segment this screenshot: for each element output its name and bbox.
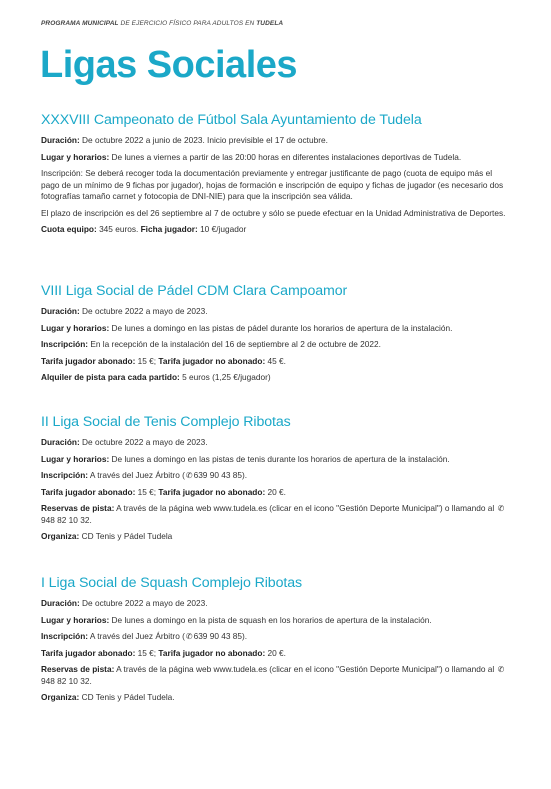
program-header-city: TUDELA (256, 20, 284, 27)
section-heading: XXXVIII Campeonato de Fútbol Sala Ayuntamiento de Tudela (41, 112, 422, 128)
ficha-text: 10 €/jugador (197, 224, 247, 234)
section-squash (41, 575, 511, 709)
alquiler-label: Alquiler de pista para cada partido: (41, 372, 180, 382)
inscripcion-end: ). (242, 631, 248, 641)
duracion-text: De octubre 2022 a junio de 2023. Inicio previsible el 17 de octubre. (79, 135, 328, 145)
tarifa-no-abonado-label: Tarifa jugador no abonado: (158, 486, 266, 497)
inscripcion-label: Inscripción: (41, 339, 89, 349)
duracion-label: Duración: (41, 135, 80, 145)
tarifa-abonado-text: 15 €; (135, 355, 159, 366)
page-title: Ligas Sociales (40, 44, 298, 86)
duracion-text: De octubre 2022 a mayo de 2023. (79, 437, 208, 447)
reservas-label: Reservas de pista: (41, 503, 115, 513)
reservas-line (41, 503, 511, 526)
reservas-end: . (89, 675, 92, 686)
section-heading: I Liga Social de Squash Complejo Ribotas (41, 575, 302, 591)
section-tenis (41, 414, 511, 548)
inscripcion-label: Inscripción: (41, 631, 89, 641)
alquiler-line (41, 372, 511, 384)
ficha-label: Ficha jugador: (140, 224, 198, 234)
inscripcion-paragraph: Inscripción: Se deberá recoger toda la documentación previamente y entregar justificante de pago (cuota de equipo más el pago de un mínimo de 9 fichas por jugador), hojas de formación e inscripción de equipo y fichas de jugador (es necesario dos fotografías tamaño carnet y fotocopia de DNI-NIE) para que la inscripción sea válida. (41, 168, 504, 201)
reservas-line (41, 664, 511, 687)
cuota-label: Cuota equipo: (41, 224, 97, 234)
tarifa-abonado-label: Tarifa jugador abonado: (41, 486, 136, 497)
tarifa-abonado-label: Tarifa jugador abonado: (41, 355, 136, 366)
phone-icon: ✆ (497, 504, 505, 513)
inscripcion-text: En la recepción de la instalación del 16 de septiembre al 2 de octubre de 2022. (88, 339, 381, 349)
tarifa-line (41, 648, 511, 660)
reservas-text: A través de la página web www.tudela.es (clicar en el icono "Gestión Deporte Municipal") o llamando al (114, 664, 497, 674)
lugar-text: De lunes a viernes a partir de las 20:00 horas en diferentes instalaciones deportivas de Tudela. (109, 151, 462, 162)
section-padel (41, 283, 511, 389)
inscripcion-line (41, 339, 511, 351)
tarifa-line (41, 487, 511, 499)
cuota-line (41, 224, 511, 236)
phone-icon: ✆ (185, 632, 193, 641)
phone-icon: ✆ (497, 665, 505, 674)
program-header-text: DE EJERCICIO FÍSICO PARA ADULTOS EN (118, 20, 257, 27)
lugar-label: Lugar y horarios: (41, 614, 110, 625)
duracion-line (41, 598, 511, 610)
tarifa-no-abonado-text: 20 €. (265, 486, 286, 497)
lugar-label: Lugar y horarios: (41, 322, 110, 333)
inscripcion-phone: 639 90 43 85 (193, 470, 243, 480)
duracion-line (41, 135, 511, 147)
reservas-phone: 948 82 10 32 (41, 675, 90, 686)
section-futbol-sala (41, 112, 511, 241)
reservas-phone: 948 82 10 32 (41, 514, 90, 525)
lugar-text: De lunes a domingo en la pista de squash en los horarios de apertura de la instalación. (109, 614, 432, 625)
organiza-line (41, 692, 511, 704)
duracion-line (41, 437, 511, 449)
duracion-text: De octubre 2022 a mayo de 2023. (79, 598, 208, 608)
plazo-paragraph: El plazo de inscripción es del 26 septiembre al 7 de octubre y sólo se puede efectuar en la Unidad Administrativa de Deportes. (41, 207, 506, 218)
reservas-label: Reservas de pista: (41, 664, 115, 674)
lugar-line (41, 454, 511, 466)
duracion-text: De octubre 2022 a mayo de 2023. (79, 306, 208, 316)
tarifa-abonado-text: 15 €; (135, 486, 159, 497)
program-header (41, 20, 283, 27)
organiza-text: CD Tenis y Pádel Tudela. (79, 692, 175, 702)
organiza-line (41, 531, 511, 543)
phone-icon: ✆ (185, 471, 193, 480)
section-heading: VIII Liga Social de Pádel CDM Clara Campoamor (41, 283, 348, 299)
inscripcion-text: A través del Juez Árbitro ( (88, 631, 185, 641)
duracion-line (41, 306, 511, 318)
organiza-label: Organiza: (41, 531, 80, 541)
inscripcion-phone: 639 90 43 85 (193, 631, 243, 641)
organiza-text: CD Tenis y Pádel Tudela (79, 531, 173, 541)
inscripcion-line (41, 470, 511, 482)
inscripcion-line (41, 631, 511, 643)
inscripcion-label: Inscripción: (41, 470, 89, 480)
alquiler-text: 5 euros (1,25 €/jugador) (179, 372, 271, 382)
inscripcion-text: A través del Juez Árbitro ( (88, 470, 185, 480)
cuota-text: 345 euros. (96, 224, 141, 234)
lugar-text: De lunes a domingo en las pistas de pádel durante los horarios de apertura de la instalación. (109, 322, 453, 333)
tarifa-no-abonado-text: 45 €. (265, 355, 286, 366)
lugar-line (41, 615, 511, 627)
tarifa-line (41, 356, 511, 368)
tarifa-abonado-label: Tarifa jugador abonado: (41, 647, 136, 658)
lugar-line (41, 323, 511, 335)
tarifa-abonado-text: 15 €; (135, 647, 159, 658)
reservas-end: . (89, 514, 92, 525)
duracion-label: Duración: (41, 598, 80, 608)
reservas-text: A través de la página web www.tudela.es (clicar en el icono "Gestión Deporte Municipal") o llamando al (114, 503, 497, 513)
lugar-text: De lunes a domingo en las pistas de tenis durante los horarios de apertura de la instalación. (109, 453, 450, 464)
tarifa-no-abonado-text: 20 €. (265, 647, 286, 658)
section-heading: II Liga Social de Tenis Complejo Ribotas (41, 414, 291, 430)
lugar-line (41, 152, 511, 164)
tarifa-no-abonado-label: Tarifa jugador no abonado: (158, 355, 266, 366)
duracion-label: Duración: (41, 306, 80, 316)
lugar-label: Lugar y horarios: (41, 151, 110, 162)
inscripcion-end: ). (242, 470, 248, 480)
tarifa-no-abonado-label: Tarifa jugador no abonado: (158, 647, 266, 658)
organiza-label: Organiza: (41, 692, 80, 702)
duracion-label: Duración: (41, 437, 80, 447)
program-header-bold: PROGRAMA MUNICIPAL (41, 20, 119, 27)
lugar-label: Lugar y horarios: (41, 453, 110, 464)
